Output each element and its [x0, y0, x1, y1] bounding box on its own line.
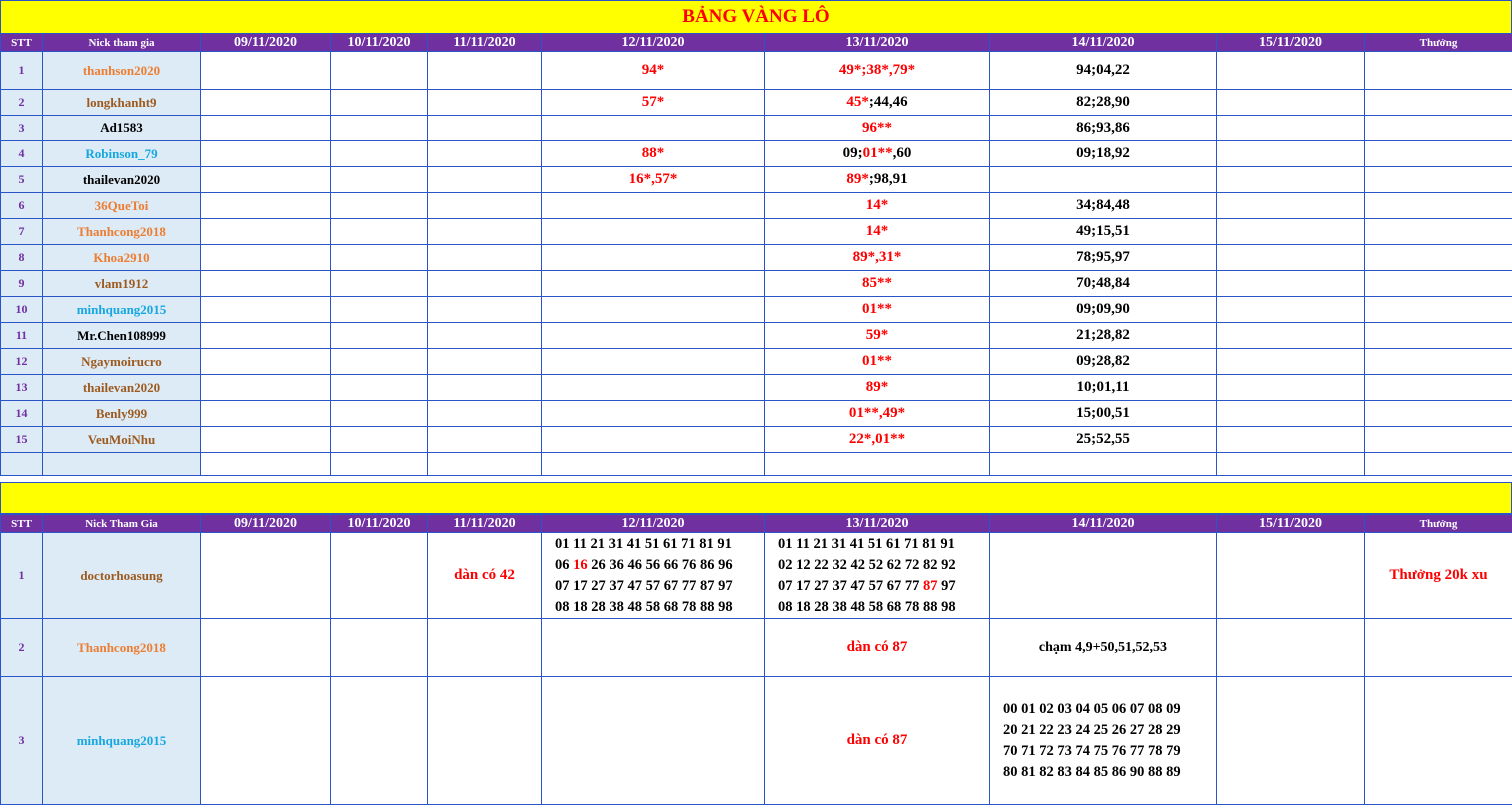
row-stt: 14: [1, 401, 43, 427]
row-nick: Benly999: [43, 401, 201, 427]
empty-cell: [201, 619, 331, 677]
cell-11-11: [428, 619, 542, 677]
section-divider: [0, 482, 1512, 514]
empty-cell: [1217, 271, 1365, 297]
empty-cell: [331, 90, 428, 116]
reward-cell: Thưởng 20k xu: [1365, 533, 1512, 619]
table-row: [1, 141, 1512, 167]
header-date: 13/11/2020: [765, 515, 990, 533]
value-fragment: 16: [573, 556, 588, 573]
header-row: [1, 515, 1512, 533]
cell-14-11: chạm 4,9+50,51,52,53: [990, 619, 1217, 677]
row-nick: VeuMoiNhu: [43, 427, 201, 453]
empty-cell: [331, 349, 428, 375]
row-stt: 12: [1, 349, 43, 375]
cell-12-11: [542, 193, 765, 219]
reward-cell: [1365, 141, 1512, 167]
row-nick: Robinson_79: [43, 141, 201, 167]
table-row: [1, 375, 1512, 401]
table-row: [1, 193, 1512, 219]
empty-cell: [428, 116, 542, 141]
empty-cell: [1217, 401, 1365, 427]
cell-14-11: 34;84,48: [990, 193, 1217, 219]
row-stt: 2: [1, 619, 43, 677]
empty-cell: [201, 533, 331, 619]
reward-cell: [1365, 271, 1512, 297]
cell-13-11: dàn có 87: [765, 619, 990, 677]
reward-cell: [1365, 90, 1512, 116]
empty-cell: [1217, 219, 1365, 245]
number-line: [555, 597, 764, 618]
cell-12-11: [542, 297, 765, 323]
value-fragment: 89*: [846, 171, 869, 187]
empty-cell: [428, 349, 542, 375]
table-row: [1, 533, 1512, 619]
header-stt: STT: [1, 34, 43, 52]
row-stt: 1: [1, 533, 43, 619]
row-stt: 3: [1, 677, 43, 805]
cell-12-11: [542, 619, 765, 677]
empty-cell: [201, 375, 331, 401]
empty-cell: [428, 427, 542, 453]
cell-13-11: 89*,31*: [765, 245, 990, 271]
cell-12-11: 94*: [542, 52, 765, 90]
cell-12-11: [542, 401, 765, 427]
bang-vang-table: [0, 33, 1512, 476]
empty-cell: [201, 453, 331, 476]
cell-12-11: 57*: [542, 90, 765, 116]
row-stt: 3: [1, 116, 43, 141]
reward-cell: [1365, 219, 1512, 245]
reward-cell: [1365, 375, 1512, 401]
cell-12-11: [542, 116, 765, 141]
empty-cell: [1217, 533, 1365, 619]
number-line: 00 01 02 03 04 05 06 07 08 09: [1003, 700, 1181, 717]
cell-13-11: 22*,01**: [765, 427, 990, 453]
value-fragment: 02 12 22 32 42 52 62 72 82 92: [778, 556, 956, 573]
cell-12-11: 16*,57*: [542, 167, 765, 193]
number-list: [542, 534, 764, 618]
empty-cell: [331, 533, 428, 619]
header-date: 11/11/2020: [428, 34, 542, 52]
row-stt: 5: [1, 167, 43, 193]
cell-14-11: 21;28,82: [990, 323, 1217, 349]
table-row: [1, 271, 1512, 297]
number-line: 70 71 72 73 74 75 76 77 78 79: [1003, 742, 1181, 759]
empty-cell: [201, 245, 331, 271]
reward-cell: [1365, 167, 1512, 193]
empty-cell: [331, 619, 428, 677]
number-list: [990, 699, 1216, 783]
empty-cell: [1365, 453, 1512, 476]
row-nick: thailevan2020: [43, 375, 201, 401]
empty-cell: [331, 141, 428, 167]
number-line: [778, 555, 989, 576]
row-nick: minhquang2015: [43, 297, 201, 323]
cell-13-11: 01**,49*: [765, 401, 990, 427]
row-nick: longkhanht9: [43, 90, 201, 116]
table-row: [1, 219, 1512, 245]
header-date: 12/11/2020: [542, 34, 765, 52]
header-date: 11/11/2020: [428, 515, 542, 533]
reward-cell: [1365, 116, 1512, 141]
empty-cell: [331, 116, 428, 141]
cell-12-11: [542, 375, 765, 401]
empty-cell: [1217, 297, 1365, 323]
empty-cell: [331, 375, 428, 401]
empty-cell: [1217, 141, 1365, 167]
reward-cell: [1365, 349, 1512, 375]
table-row-empty: [1, 453, 1512, 476]
value-fragment: 08 18 28 38 48 58 68 78 88 98: [778, 598, 956, 615]
cell-13-11: 49*;38*,79*: [765, 52, 990, 90]
empty-cell: [765, 453, 990, 476]
cell-14-11: 10;01,11: [990, 375, 1217, 401]
cell-11-11: dàn có 42: [428, 533, 542, 619]
header-date: 09/11/2020: [201, 34, 331, 52]
header-nick: Nick tham gia: [43, 34, 201, 52]
row-nick: thailevan2020: [43, 167, 201, 193]
table-row: [1, 401, 1512, 427]
empty-cell: [1217, 167, 1365, 193]
table-row: [1, 427, 1512, 453]
empty-cell: [331, 271, 428, 297]
empty-cell: [201, 349, 331, 375]
header-reward: Thưởng: [1365, 34, 1512, 52]
row-nick: vlam1912: [43, 271, 201, 297]
empty-cell: [428, 141, 542, 167]
empty-cell: [542, 453, 765, 476]
value-fragment: 97: [937, 577, 956, 594]
header-date: 10/11/2020: [331, 34, 428, 52]
table-row: [1, 619, 1512, 677]
cell-12-11: [542, 533, 765, 619]
cell-12-11: [542, 427, 765, 453]
empty-cell: [1217, 116, 1365, 141]
header-date: 15/11/2020: [1217, 515, 1365, 533]
empty-cell: [331, 52, 428, 90]
value-fragment: ,60: [892, 145, 912, 161]
row-stt: 1: [1, 52, 43, 90]
header-date: 13/11/2020: [765, 34, 990, 52]
row-nick: minhquang2015: [43, 677, 201, 805]
reward-cell: [1365, 427, 1512, 453]
cell-13-11: 85**: [765, 271, 990, 297]
cell-14-11: 25;52,55: [990, 427, 1217, 453]
table-row: [1, 52, 1512, 90]
cell-12-11: [542, 219, 765, 245]
cell-14-11: 86;93,86: [990, 116, 1217, 141]
empty-cell: [428, 401, 542, 427]
cell-13-11: 96**: [765, 116, 990, 141]
table-row: [1, 349, 1512, 375]
cell-13-11: [765, 90, 990, 116]
header-reward: Thưởng: [1365, 515, 1512, 533]
empty-cell: [201, 90, 331, 116]
header-date: 14/11/2020: [990, 515, 1217, 533]
empty-cell: [428, 323, 542, 349]
value-fragment: 01**: [862, 145, 893, 161]
empty-cell: [331, 453, 428, 476]
empty-cell: [201, 323, 331, 349]
empty-cell: [1217, 349, 1365, 375]
table-row: [1, 323, 1512, 349]
number-list: [765, 534, 989, 618]
cell-14-11: [990, 167, 1217, 193]
cell-14-11: 78;95,97: [990, 245, 1217, 271]
number-line: 20 21 22 23 24 25 26 27 28 29: [1003, 721, 1181, 738]
header-stt: STT: [1, 515, 43, 533]
cell-14-11: [990, 533, 1217, 619]
empty-cell: [331, 427, 428, 453]
value-fragment: 07 17 27 37 47 57 67 77 87 97: [555, 577, 733, 594]
empty-cell: [1217, 90, 1365, 116]
value-fragment: 09;: [842, 145, 863, 161]
cell-12-11: [542, 677, 765, 805]
cell-11-11: [428, 677, 542, 805]
cell-13-11: [765, 141, 990, 167]
empty-cell: [428, 297, 542, 323]
row-stt: 13: [1, 375, 43, 401]
table-row: [1, 167, 1512, 193]
empty-cell: [201, 193, 331, 219]
empty-cell: [428, 245, 542, 271]
cell-14-11: 94;04,22: [990, 52, 1217, 90]
dan-de-table: [0, 514, 1512, 805]
row-nick: doctorhoasung: [43, 533, 201, 619]
row-nick: Thanhcong2018: [43, 619, 201, 677]
cell-13-11: 14*: [765, 193, 990, 219]
value-fragment: ;44,46: [868, 94, 908, 110]
cell-13-11: [765, 167, 990, 193]
table-row: [1, 677, 1512, 805]
empty-cell: [1, 453, 43, 476]
page-title: BẢNG VÀNG LÔ: [0, 0, 1512, 34]
empty-cell: [201, 219, 331, 245]
empty-cell: [428, 52, 542, 90]
value-fragment: 07 17 27 37 47 57 67 77: [778, 577, 923, 594]
number-line: [778, 534, 989, 555]
row-nick: 36QueToi: [43, 193, 201, 219]
number-line: [778, 576, 989, 597]
empty-cell: [331, 219, 428, 245]
empty-cell: [1217, 193, 1365, 219]
empty-cell: [428, 90, 542, 116]
empty-cell: [428, 167, 542, 193]
empty-cell: [331, 297, 428, 323]
cell-13-11: 01**: [765, 297, 990, 323]
empty-cell: [331, 323, 428, 349]
empty-cell: [428, 219, 542, 245]
value-fragment: ;98,91: [868, 171, 908, 187]
header-row: [1, 34, 1512, 52]
cell-14-11: 09;28,82: [990, 349, 1217, 375]
value-fragment: 87: [923, 577, 938, 594]
empty-cell: [331, 193, 428, 219]
empty-cell: [990, 453, 1217, 476]
empty-cell: [428, 453, 542, 476]
header-date: 14/11/2020: [990, 34, 1217, 52]
cell-13-11: dàn có 87: [765, 677, 990, 805]
header-date: 10/11/2020: [331, 515, 428, 533]
value-fragment: 45*: [846, 94, 869, 110]
cell-12-11: [542, 323, 765, 349]
cell-14-11: 09;18,92: [990, 141, 1217, 167]
empty-cell: [1217, 52, 1365, 90]
reward-cell: [1365, 297, 1512, 323]
value-fragment: 08 18 28 38 48 58 68 78 88 98: [555, 598, 733, 615]
reward-cell: [1365, 619, 1512, 677]
cell-14-11: [990, 677, 1217, 805]
value-fragment: 01 11 21 31 41 51 61 71 81 91: [555, 535, 732, 552]
cell-14-11: 09;09,90: [990, 297, 1217, 323]
empty-cell: [331, 401, 428, 427]
empty-cell: [201, 677, 331, 805]
row-stt: 7: [1, 219, 43, 245]
cell-14-11: 49;15,51: [990, 219, 1217, 245]
empty-cell: [201, 167, 331, 193]
value-fragment: 06: [555, 556, 574, 573]
table-row: [1, 245, 1512, 271]
cell-13-11: 89*: [765, 375, 990, 401]
reward-cell: [1365, 193, 1512, 219]
cell-12-11: [542, 349, 765, 375]
empty-cell: [201, 116, 331, 141]
cell-13-11: 59*: [765, 323, 990, 349]
cell-13-11: [765, 533, 990, 619]
empty-cell: [428, 271, 542, 297]
value-fragment: 01 11 21 31 41 51 61 71 81 91: [778, 535, 955, 552]
cell-14-11: 70;48,84: [990, 271, 1217, 297]
table-row: [1, 116, 1512, 141]
reward-cell: [1365, 245, 1512, 271]
row-nick: Ngaymoirucro: [43, 349, 201, 375]
cell-13-11: 14*: [765, 219, 990, 245]
number-line: 80 81 82 83 84 85 86 90 88 89: [1003, 763, 1181, 780]
empty-cell: [1217, 323, 1365, 349]
header-date: 09/11/2020: [201, 515, 331, 533]
table-row: [1, 90, 1512, 116]
cell-12-11: [542, 271, 765, 297]
empty-cell: [1217, 677, 1365, 805]
row-stt: 15: [1, 427, 43, 453]
empty-cell: [1217, 427, 1365, 453]
empty-cell: [201, 52, 331, 90]
row-stt: 2: [1, 90, 43, 116]
reward-cell: [1365, 52, 1512, 90]
empty-cell: [1217, 619, 1365, 677]
empty-cell: [331, 167, 428, 193]
row-nick: Thanhcong2018: [43, 219, 201, 245]
value-fragment: 26 36 46 56 66 76 86 96: [587, 556, 733, 573]
row-nick: Mr.Chen108999: [43, 323, 201, 349]
row-stt: 10: [1, 297, 43, 323]
number-line: [555, 534, 764, 555]
row-nick: Ad1583: [43, 116, 201, 141]
empty-cell: [201, 401, 331, 427]
reward-cell: [1365, 401, 1512, 427]
header-date: 15/11/2020: [1217, 34, 1365, 52]
reward-cell: [1365, 677, 1512, 805]
row-nick: thanhson2020: [43, 52, 201, 90]
empty-cell: [201, 271, 331, 297]
cell-12-11: [542, 245, 765, 271]
empty-cell: [201, 297, 331, 323]
row-stt: 6: [1, 193, 43, 219]
cell-14-11: 82;28,90: [990, 90, 1217, 116]
row-stt: 11: [1, 323, 43, 349]
empty-cell: [201, 427, 331, 453]
empty-cell: [1217, 453, 1365, 476]
empty-cell: [331, 245, 428, 271]
empty-cell: [43, 453, 201, 476]
empty-cell: [331, 677, 428, 805]
empty-cell: [1217, 245, 1365, 271]
empty-cell: [201, 141, 331, 167]
reward-cell: [1365, 323, 1512, 349]
number-line: [555, 555, 764, 576]
cell-13-11: 01**: [765, 349, 990, 375]
header-nick: Nick Tham Gia: [43, 515, 201, 533]
cell-14-11: 15;00,51: [990, 401, 1217, 427]
empty-cell: [428, 193, 542, 219]
number-line: [555, 576, 764, 597]
number-line: [778, 597, 989, 618]
empty-cell: [1217, 375, 1365, 401]
row-stt: 4: [1, 141, 43, 167]
row-stt: 9: [1, 271, 43, 297]
row-stt: 8: [1, 245, 43, 271]
header-date: 12/11/2020: [542, 515, 765, 533]
table-row: [1, 297, 1512, 323]
cell-12-11: 88*: [542, 141, 765, 167]
empty-cell: [428, 375, 542, 401]
row-nick: Khoa2910: [43, 245, 201, 271]
